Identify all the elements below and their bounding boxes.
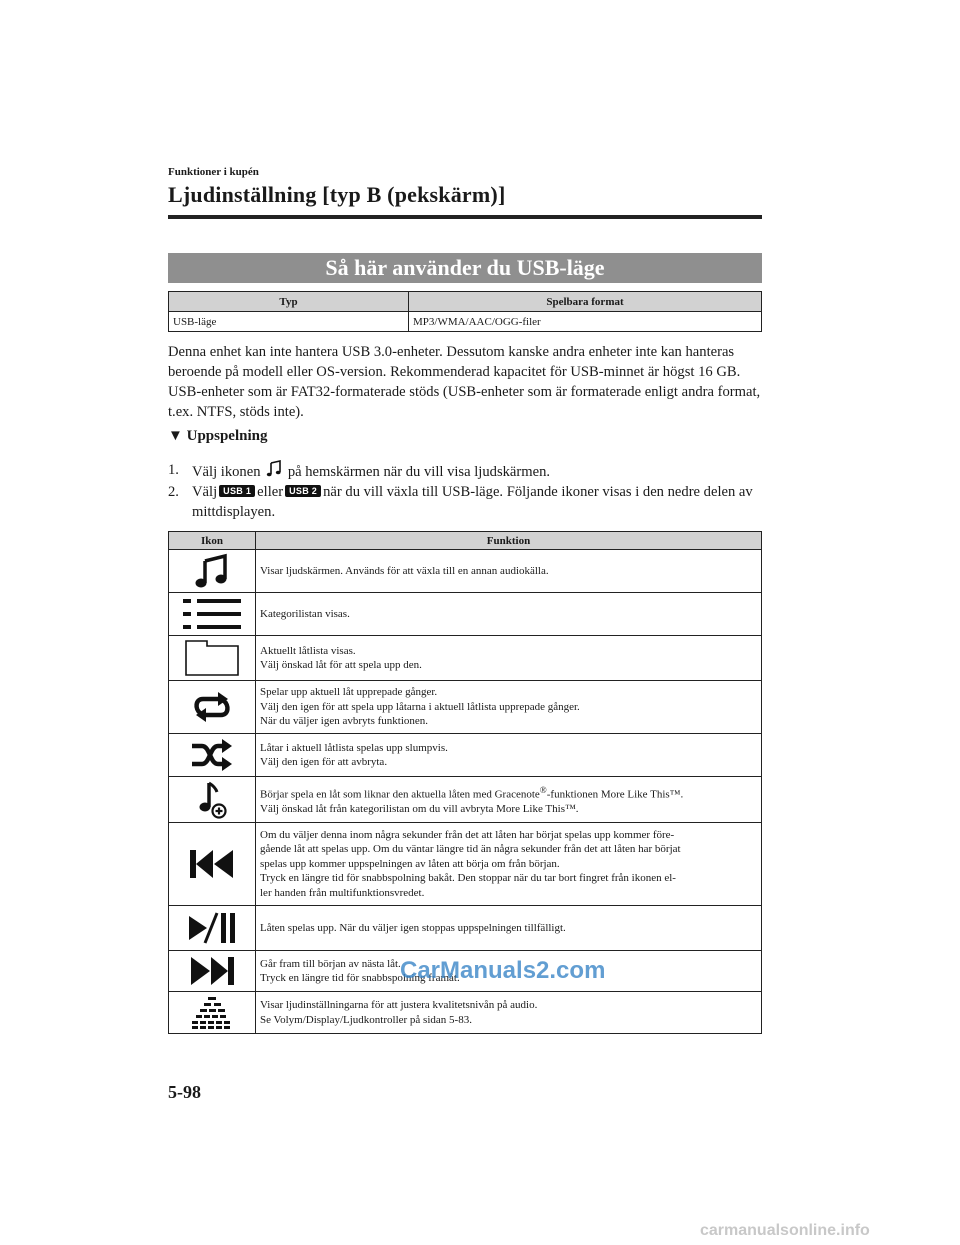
step-text: eller bbox=[257, 484, 284, 500]
column-header-function: Funktion bbox=[256, 532, 762, 550]
table-row bbox=[169, 550, 762, 593]
function-text: Om du väljer denna inom några sekunder från det att låten har börjat spelas upp kommer före- bbox=[260, 828, 675, 841]
icon-cell bbox=[169, 550, 256, 593]
cell-formats: MP3/WMA/AAC/OGG-filer bbox=[409, 312, 762, 332]
function-text: Välj önskad låt från kategorilistan om du vill avbryta More Like This™. bbox=[260, 802, 579, 815]
function-cell bbox=[256, 550, 762, 593]
function-text-part: -funktionen More Like This™. bbox=[546, 788, 684, 801]
function-text: ler handen från multifunktionsvredet. bbox=[260, 886, 425, 899]
title-rule bbox=[168, 215, 762, 219]
table-row bbox=[169, 312, 762, 332]
page-number: 5-98 bbox=[168, 1082, 201, 1102]
step-number: 2. bbox=[168, 484, 179, 500]
table-row bbox=[169, 593, 762, 636]
function-text: spelas upp kommer uppspelningen av låten att börja om från början. bbox=[260, 857, 560, 870]
icon-cell bbox=[169, 777, 256, 823]
music-note-icon bbox=[266, 460, 282, 478]
step-text: när du vill växla till USB-läge. Följande ikoner visas i den nedre delen av mittdisplayen. bbox=[192, 484, 753, 520]
function-text: Välj den igen för att avbryta. bbox=[260, 756, 388, 768]
column-header-icon: Ikon bbox=[169, 532, 256, 550]
function-text: Välj den igen för att spela upp låtarna i aktuell låtlista upprepade gånger. bbox=[260, 700, 580, 713]
table-row bbox=[169, 906, 762, 951]
usb2-button[interactable]: USB 2 bbox=[285, 485, 321, 497]
function-text-part: Börjar spela en låt som liknar den aktuella låten med Gracenote bbox=[260, 788, 540, 801]
table-row bbox=[169, 992, 762, 1034]
column-header-type: Typ bbox=[169, 292, 409, 312]
icon-cell bbox=[169, 593, 256, 636]
step-text: Välj bbox=[192, 484, 218, 500]
watermark-logo: CarManuals2.com bbox=[400, 957, 606, 984]
function-cell bbox=[256, 992, 762, 1034]
section-banner: Så här använder du USB-läge bbox=[168, 253, 762, 283]
play-pause-icon[interactable] bbox=[187, 912, 237, 944]
function-text bbox=[260, 783, 757, 802]
function-text: Spelar upp aktuell låt upprepade gånger. bbox=[260, 686, 438, 699]
table-row bbox=[169, 734, 762, 777]
icon-cell bbox=[169, 992, 256, 1034]
shuffle-icon[interactable] bbox=[190, 739, 234, 771]
icon-table-header bbox=[169, 532, 762, 550]
step-text: på hemskärmen när du vill visa ljudskärmen. bbox=[287, 464, 551, 480]
section-heading bbox=[168, 428, 267, 445]
function-cell bbox=[256, 906, 762, 951]
music-note-icon[interactable] bbox=[195, 553, 229, 589]
function-text: Välj önskad låt för att spela upp den. bbox=[260, 659, 422, 671]
step-text: Välj ikonen bbox=[192, 464, 261, 480]
section-title: Uppspelning bbox=[186, 428, 268, 444]
registered-mark: ® bbox=[539, 784, 547, 795]
step-number: 1. bbox=[168, 462, 179, 478]
icon-cell bbox=[169, 906, 256, 951]
chapter-label: Funktioner i kupén bbox=[168, 166, 259, 178]
icon-cell bbox=[169, 823, 256, 906]
repeat-icon[interactable] bbox=[192, 691, 232, 723]
function-text: Låtar i aktuell låtlista spelas upp slumpvis. bbox=[260, 741, 448, 754]
table-row bbox=[169, 823, 762, 906]
function-cell bbox=[256, 636, 762, 681]
function-text: Visar ljudskärmen. Används för att växla till en annan audiokälla. bbox=[260, 564, 549, 577]
steps-list bbox=[168, 460, 762, 522]
function-text: Tryck en längre tid för snabbspolning framåt. bbox=[260, 972, 460, 984]
icon-cell bbox=[169, 636, 256, 681]
function-text: Visar ljudinställningarna för att justera kvalitetsnivån på audio. bbox=[260, 999, 538, 1011]
format-table bbox=[168, 291, 762, 332]
function-cell bbox=[256, 593, 762, 636]
page-title: Ljudinställning [typ B (pekskärm)] bbox=[168, 182, 506, 207]
triangle-marker-icon: ▼ bbox=[168, 428, 183, 444]
folder-icon[interactable] bbox=[185, 640, 239, 676]
watermark-url: carmanualsonline.info bbox=[700, 1222, 870, 1239]
function-cell bbox=[256, 734, 762, 777]
category-list-icon[interactable] bbox=[183, 597, 241, 631]
function-cell bbox=[256, 681, 762, 734]
table-row bbox=[169, 681, 762, 734]
usb1-button[interactable]: USB 1 bbox=[219, 485, 255, 497]
function-text: gående låt att spelas upp. Om du väntar längre tid än några sekunder från det att låten har börjat bbox=[260, 843, 681, 856]
function-cell bbox=[256, 777, 762, 823]
function-text: Se Volym/Display/Ljudkontroller på sidan 5-83. bbox=[260, 1013, 472, 1026]
table-row bbox=[169, 636, 762, 681]
function-text: Aktuellt låtlista visas. bbox=[260, 644, 356, 657]
column-header-formats: Spelbara format bbox=[409, 292, 762, 312]
skip-back-icon[interactable] bbox=[189, 849, 235, 879]
function-text: Låten spelas upp. När du väljer igen stoppas uppspelningen tillfälligt. bbox=[260, 921, 566, 934]
function-cell bbox=[256, 823, 762, 906]
function-text: Kategorilistan visas. bbox=[260, 607, 350, 620]
skip-forward-icon[interactable] bbox=[189, 956, 235, 986]
cell-type: USB-läge bbox=[169, 312, 409, 332]
function-text: När du väljer igen avbryts funktionen. bbox=[260, 715, 429, 728]
function-text: Går fram till början av nästa låt. bbox=[260, 957, 401, 970]
format-table-header bbox=[169, 292, 762, 312]
step-1 bbox=[168, 460, 762, 482]
icon-cell bbox=[169, 734, 256, 777]
more-like-this-icon[interactable] bbox=[196, 780, 228, 820]
icon-cell bbox=[169, 681, 256, 734]
table-row bbox=[169, 777, 762, 823]
usb-description: Denna enhet kan inte hantera USB 3.0-enheter. Dessutom kanske andra enheter inte kan hanteras beroende på modell eller OS-version. Rekommenderad kapacitet för USB-minnet är högst 16 GB. USB-enheter som är FAT32-formaterade stöds (USB-enheter som är formaterade enligt andra format, t.ex. NTFS, stöds inte). bbox=[168, 344, 761, 420]
function-text: Tryck en längre tid för snabbspolning bakåt. Den stoppar när du tar bort fingret från ikonen el- bbox=[260, 872, 676, 885]
step-2 bbox=[168, 482, 762, 522]
equalizer-icon[interactable] bbox=[192, 996, 232, 1030]
icon-cell bbox=[169, 951, 256, 992]
